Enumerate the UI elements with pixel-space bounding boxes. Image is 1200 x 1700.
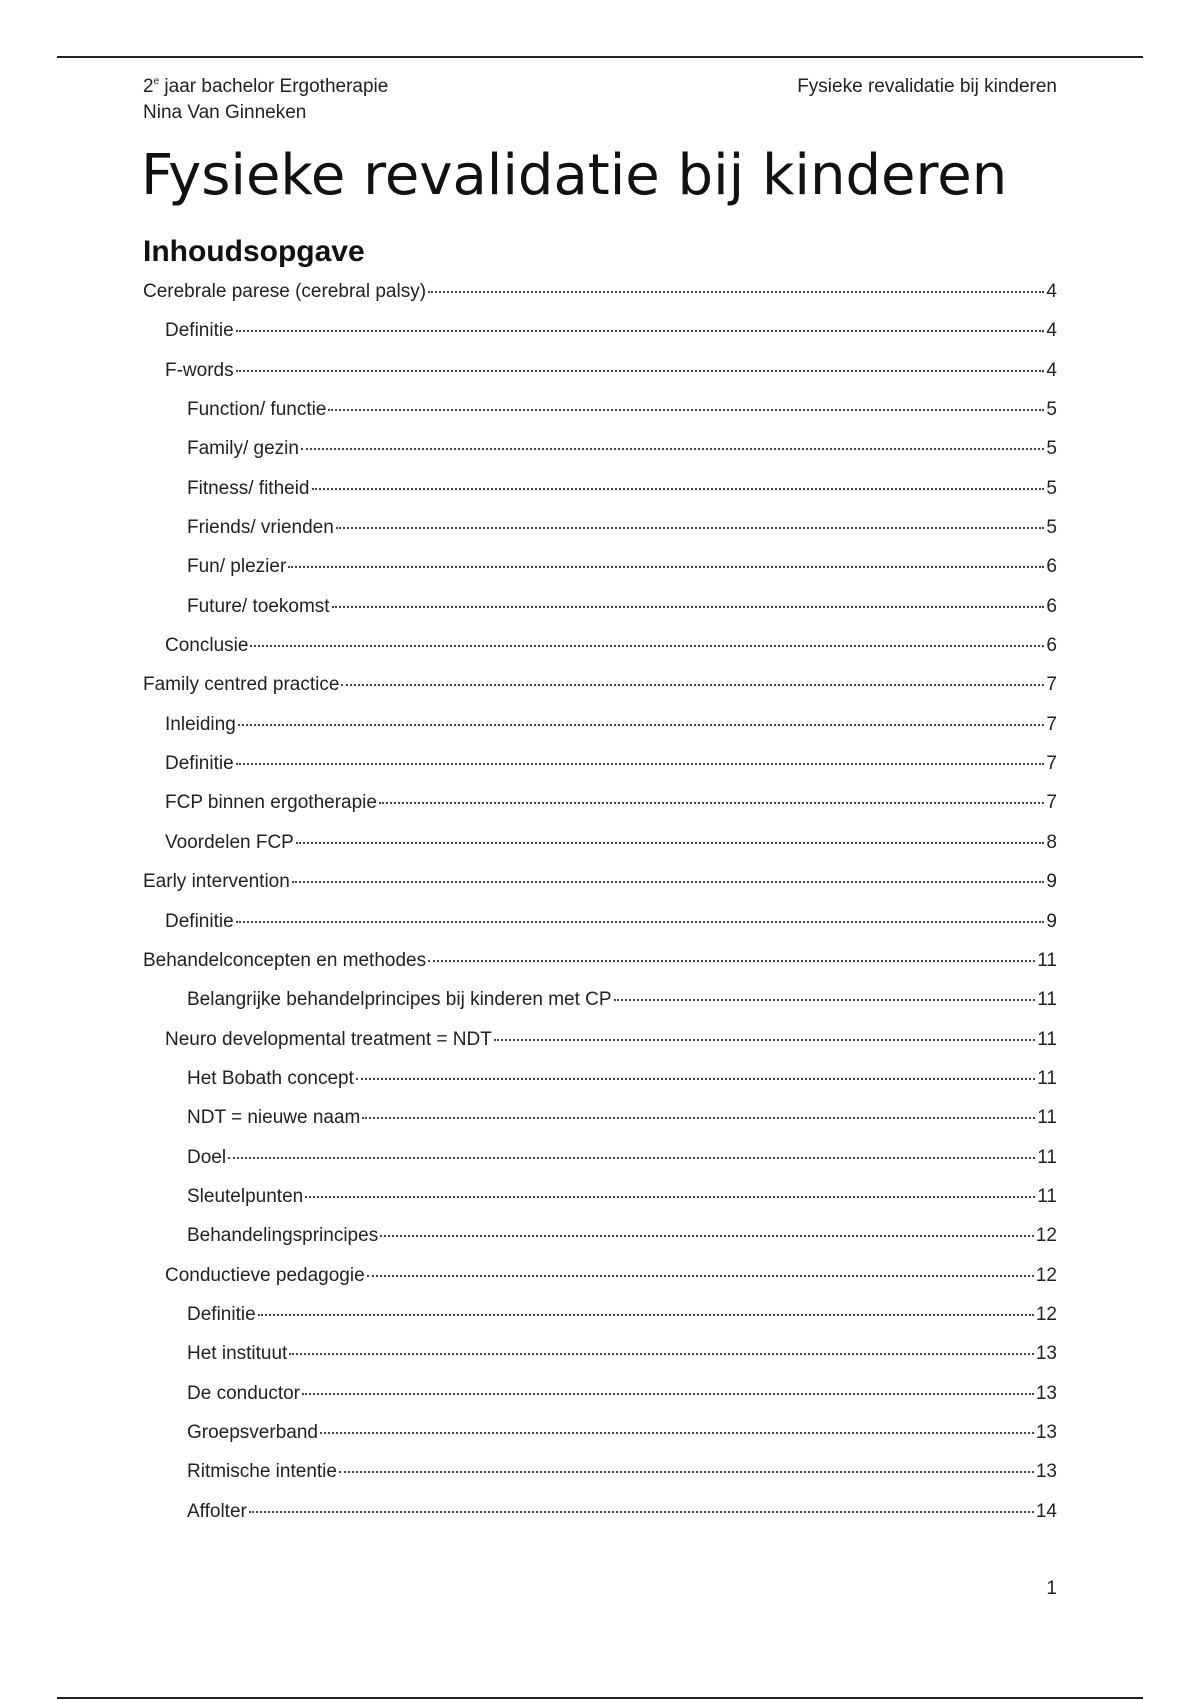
toc-dot-leader	[362, 1116, 1035, 1119]
toc-entry-label: Behandelingsprincipes	[187, 1225, 379, 1247]
toc-entry-label: Definitie	[165, 320, 234, 342]
toc-entry[interactable]	[143, 1265, 1057, 1304]
toc-entry-page: 12	[1035, 1303, 1057, 1325]
toc-dot-leader	[379, 801, 1044, 804]
toc-entry-label: NDT = nieuwe naam	[187, 1107, 361, 1129]
toc-dot-leader	[494, 1038, 1035, 1041]
toc-entry-label: Behandelconcepten en methodes	[143, 949, 427, 971]
toc-entry-label: Cerebrale parese (cerebral palsy)	[143, 281, 427, 302]
toc-entry[interactable]	[143, 871, 1057, 910]
toc-entry[interactable]	[143, 360, 1057, 399]
table-of-contents	[143, 281, 1057, 1540]
toc-entry-page: 5	[1046, 399, 1057, 421]
header-author: Nina Van Ginneken	[143, 102, 307, 123]
toc-dot-leader	[614, 998, 1036, 1001]
header-rule	[57, 56, 1143, 58]
toc-entry[interactable]	[143, 478, 1057, 517]
toc-entry-label: FCP binnen ergotherapie	[165, 792, 377, 814]
header-year-suffix: e	[153, 76, 160, 87]
toc-entry-page: 5	[1046, 477, 1057, 499]
toc-entry-page: 11	[1037, 1185, 1057, 1207]
toc-dot-leader	[292, 880, 1045, 883]
toc-entry-label: Affolter	[187, 1500, 247, 1522]
toc-entry-page: 13	[1035, 1461, 1057, 1483]
toc-dot-leader	[332, 605, 1045, 608]
toc-dot-leader	[380, 1234, 1034, 1237]
toc-dot-leader	[328, 408, 1044, 411]
toc-entry-page: 13	[1035, 1343, 1057, 1365]
header-course-name: jaar bachelor Ergotherapie	[159, 76, 389, 97]
toc-dot-leader	[258, 1313, 1034, 1316]
header-year: 2	[143, 76, 154, 97]
toc-entry-label: Voordelen FCP	[165, 831, 294, 853]
toc-entry[interactable]	[143, 1501, 1057, 1540]
toc-entry-page: 7	[1046, 713, 1057, 735]
toc-entry-page: 9	[1046, 910, 1057, 932]
toc-entry[interactable]	[143, 1186, 1057, 1225]
toc-dot-leader	[250, 644, 1044, 647]
document-title: Fysieke revalidatie bij kinderen	[141, 143, 1008, 208]
toc-entry[interactable]	[143, 1225, 1057, 1264]
toc-entry-label: Definitie	[187, 1303, 256, 1325]
toc-entry-page: 8	[1046, 831, 1057, 853]
toc-entry-label: Definitie	[165, 910, 234, 932]
toc-dot-leader	[336, 526, 1045, 529]
toc-entry-label: Family centred practice	[143, 674, 340, 696]
toc-entry[interactable]	[143, 1147, 1057, 1186]
toc-entry-label: Definitie	[165, 753, 234, 775]
toc-entry-label: Neuro developmental treatment = NDT	[165, 1028, 492, 1050]
toc-entry[interactable]	[143, 911, 1057, 950]
toc-entry-page: 11	[1037, 1146, 1057, 1168]
toc-entry-page: 7	[1046, 753, 1057, 775]
toc-dot-leader	[428, 959, 1035, 962]
toc-entry-label: Het instituut	[187, 1343, 288, 1365]
toc-entry-page: 5	[1046, 517, 1057, 539]
toc-entry-label: Friends/ vrienden	[187, 517, 334, 539]
toc-entry[interactable]	[143, 950, 1057, 989]
toc-dot-leader	[312, 487, 1045, 490]
toc-dot-leader	[238, 723, 1045, 726]
toc-entry[interactable]	[143, 556, 1057, 595]
toc-entry-page: 11	[1037, 949, 1057, 971]
toc-entry-page: 14	[1035, 1500, 1057, 1522]
toc-entry[interactable]	[143, 320, 1057, 359]
toc-dot-leader	[236, 920, 1045, 923]
toc-entry-label: Future/ toekomst	[187, 595, 330, 617]
toc-entry-label: Doel	[187, 1146, 227, 1168]
toc-entry-label: Early intervention	[143, 871, 290, 893]
toc-entry-label: Sleutelpunten	[187, 1185, 304, 1207]
toc-dot-leader	[236, 369, 1045, 372]
toc-dot-leader	[296, 841, 1045, 844]
toc-dot-leader	[341, 683, 1044, 686]
toc-entry[interactable]	[143, 1461, 1057, 1500]
toc-entry-label: Function/ functie	[187, 399, 327, 421]
toc-entry-page: 11	[1037, 1028, 1057, 1050]
toc-entry-label: Belangrijke behandelprincipes bij kinderen met CP	[187, 989, 612, 1011]
toc-entry-page: 11	[1037, 1067, 1057, 1089]
toc-dot-leader	[305, 1195, 1035, 1198]
toc-entry[interactable]	[143, 1422, 1057, 1461]
header-course	[143, 74, 388, 100]
toc-entry-page: 13	[1035, 1421, 1057, 1443]
toc-dot-leader	[367, 1274, 1034, 1277]
toc-entry-page: 4	[1046, 320, 1057, 342]
toc-entry[interactable]	[143, 517, 1057, 556]
toc-entry-page: 6	[1046, 556, 1057, 578]
toc-entry[interactable]	[143, 832, 1057, 871]
toc-entry[interactable]	[143, 1304, 1057, 1343]
toc-entry[interactable]	[143, 753, 1057, 792]
toc-entry-label: Fun/ plezier	[187, 556, 287, 578]
toc-entry[interactable]	[143, 1343, 1057, 1382]
toc-dot-leader	[428, 290, 1044, 293]
toc-entry-label: Conductieve pedagogie	[165, 1264, 365, 1286]
toc-entry-label: Inleiding	[165, 713, 236, 735]
toc-entry-page: 4	[1046, 281, 1057, 302]
toc-entry-label: Het Bobath concept	[187, 1067, 354, 1089]
toc-dot-leader	[288, 565, 1044, 568]
toc-entry-page: 4	[1046, 359, 1057, 381]
toc-entry-label: F-words	[165, 359, 234, 381]
toc-dot-leader	[228, 1156, 1035, 1159]
toc-entry[interactable]	[143, 596, 1057, 635]
toc-dot-leader	[236, 329, 1045, 332]
header-left	[143, 74, 388, 126]
toc-dot-leader	[301, 447, 1045, 450]
toc-dot-leader	[249, 1510, 1034, 1513]
page-number: 1	[1046, 1578, 1057, 1599]
footer-rule	[57, 1697, 1143, 1699]
toc-entry[interactable]	[143, 635, 1057, 674]
toc-dot-leader	[289, 1352, 1034, 1355]
toc-entry[interactable]	[143, 674, 1057, 713]
toc-entry-page: 7	[1046, 792, 1057, 814]
toc-dot-leader	[236, 762, 1045, 765]
toc-entry[interactable]	[143, 1029, 1057, 1068]
toc-entry[interactable]	[143, 1107, 1057, 1146]
toc-entry-page: 12	[1035, 1225, 1057, 1247]
toc-dot-leader	[302, 1392, 1034, 1395]
toc-entry[interactable]	[143, 438, 1057, 477]
toc-entry-label: De conductor	[187, 1382, 301, 1404]
toc-entry-page: 12	[1035, 1264, 1057, 1286]
header-doc-title: Fysieke revalidatie bij kinderen	[797, 76, 1057, 97]
toc-dot-leader	[320, 1431, 1034, 1434]
toc-entry[interactable]	[143, 399, 1057, 438]
toc-entry-label: Ritmische intentie	[187, 1461, 337, 1483]
toc-entry-label: Groepsverband	[187, 1421, 318, 1443]
toc-entry[interactable]	[143, 1068, 1057, 1107]
toc-entry[interactable]	[143, 714, 1057, 753]
toc-entry-label: Family/ gezin	[187, 438, 299, 460]
toc-dot-leader	[356, 1077, 1035, 1080]
toc-entry-page: 9	[1046, 871, 1057, 893]
toc-entry-label: Conclusie	[165, 635, 249, 657]
toc-entry[interactable]	[143, 1383, 1057, 1422]
toc-dot-leader	[339, 1470, 1034, 1473]
toc-entry-label: Fitness/ fitheid	[187, 477, 310, 499]
toc-entry-page: 13	[1035, 1382, 1057, 1404]
toc-entry-page: 11	[1037, 1107, 1057, 1129]
toc-entry-page: 7	[1046, 674, 1057, 696]
toc-entry-page: 11	[1037, 989, 1057, 1011]
toc-entry-page: 6	[1046, 635, 1057, 657]
toc-entry[interactable]	[143, 989, 1057, 1028]
toc-entry-page: 5	[1046, 438, 1057, 460]
toc-entry[interactable]	[143, 281, 1057, 320]
toc-heading: Inhoudsopgave	[143, 235, 365, 268]
toc-entry-page: 6	[1046, 595, 1057, 617]
toc-entry[interactable]	[143, 792, 1057, 831]
